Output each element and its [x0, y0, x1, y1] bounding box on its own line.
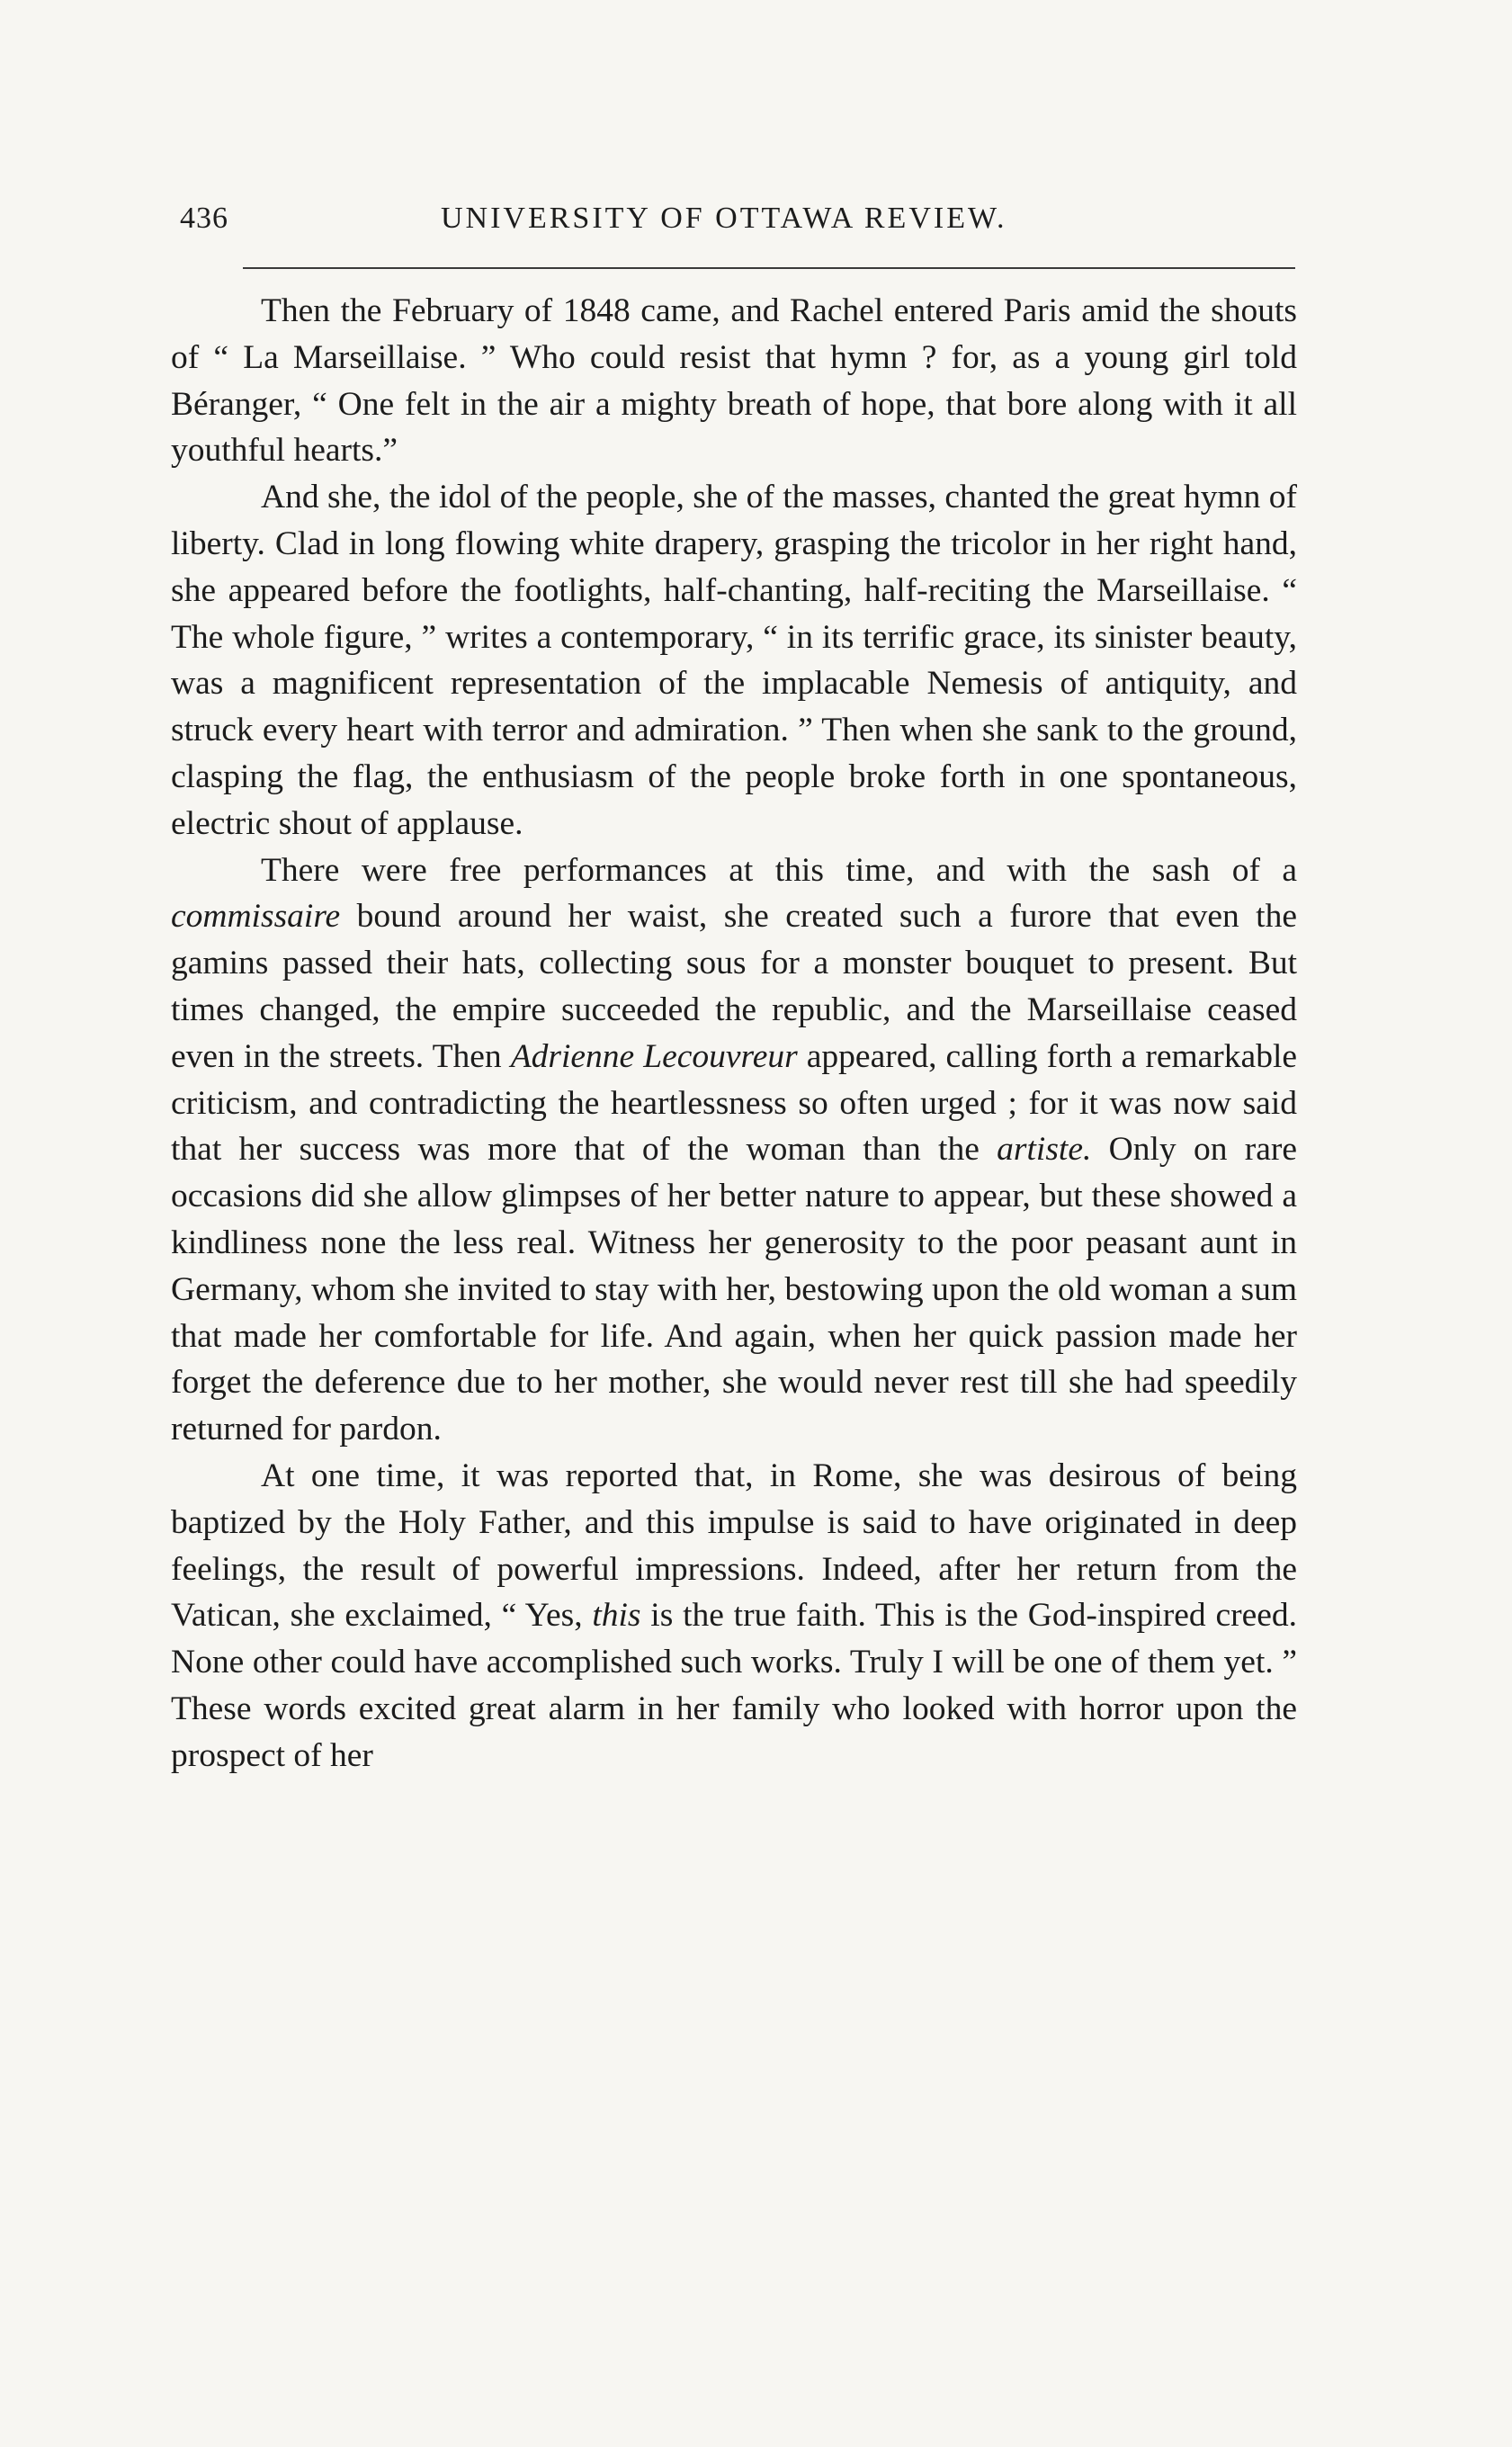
paragraph-4-text-a: At one time, it was reported that, in Rome, she was desirous of being baptized by the Holy Father, and this impulse is said to have originated in deep feelings, the result of powerful impressions. Indeed, after her return from the Vatican, she exclaimed, “ Yes, — [171, 1457, 1297, 1635]
italic-play-title: Adrienne Lecouvreur — [510, 1037, 798, 1075]
paragraph-3-text-d: Only on rare occasions did she allow glimpses of her better nature to appear, but these showed a kindliness none the less real. Witness her generosity to the poor peasant aunt in Germany, whom she invited to stay with her, bestowing upon the old woman a sum that made her comfortable for life. And again, when her quick passion made her forget the deference due to her mother, she would never rest till she had speedily returned for pardon. — [171, 1131, 1297, 1448]
paragraph-3-text-a: There were free performances at this time, and with the sash of a — [261, 851, 1297, 889]
paragraph-4 — [171, 1453, 1297, 1779]
paragraph-3-text-c: appeared, calling forth a remarkable criticism, and contradicting the heartlessness so often urged ; for it was now said that her success was more that of the woman than the — [171, 1037, 1298, 1169]
paragraph-4-text-b: is the true faith. This is the God-inspired creed. None other could have accomplished such works. Truly I will be one of them yet. ” These words excited great alarm in her family who looked with horror upon the prospect of her — [171, 1597, 1297, 1774]
paragraph-3 — [171, 847, 1297, 1453]
body-text — [171, 288, 1297, 1779]
running-head — [180, 202, 1295, 246]
header-rule — [243, 267, 1295, 269]
journal-title: UNIVERSITY OF OTTAWA REVIEW. — [441, 202, 1007, 235]
paragraph-1: Then the February of 1848 came, and Rachel entered Paris amid the shouts of “ La Marseillaise. ” Who could resist that hymn ? for, as a young girl told Béranger, “ One felt in the air a mighty breath of hope, that bore along with it all youthful hearts.” — [171, 292, 1297, 470]
paragraph-2: And she, the idol of the people, she of the masses, chanted the great hymn of liberty. Clad in long flowing white drapery, grasping the tricolor in her right hand, she appeared before the footlights, half-chanting, half-reciting the Marseillaise. “ The whole figure, ” writes a contemporary, “ in its terrific grace, its sinister beauty, was a magnificent representation of the implacable Nemesis of antiquity, and struck every heart with terror and admiration. ” Then when she sank to the ground, clasping the flag, the enthusiasm of the people broke forth in one spontaneous, electric shout of applause. — [171, 479, 1297, 842]
paragraph-3-text-b: bound around her waist, she created such a furore that even the gamins passed their hats, collecting sous for a monster bouquet to present. But times changed, the empire succeeded the republic, and the Marseillaise ceased even in the streets. Then — [171, 898, 1297, 1075]
italic-this: this — [592, 1597, 641, 1635]
italic-commissaire: commissaire — [171, 898, 341, 936]
page-number: 436 — [180, 202, 228, 235]
italic-artiste: artiste. — [997, 1131, 1092, 1169]
